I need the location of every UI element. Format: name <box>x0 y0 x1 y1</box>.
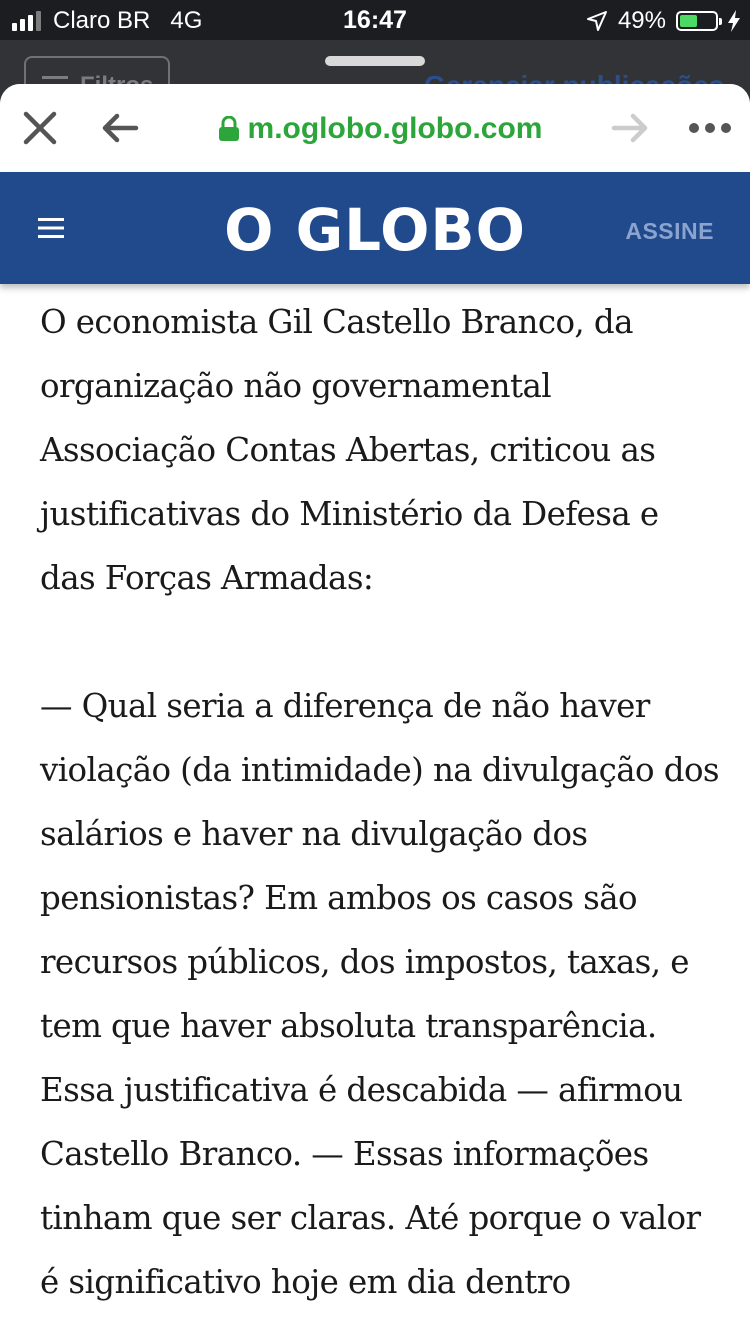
battery-level-fill <box>680 15 697 27</box>
browser-sheet <box>0 84 750 1334</box>
article-body <box>0 284 750 1314</box>
url-field[interactable] <box>200 108 560 150</box>
lock-icon <box>218 116 240 142</box>
status-bar <box>0 0 750 40</box>
battery-icon <box>676 11 718 31</box>
browser-toolbar <box>0 84 750 172</box>
site-header <box>0 172 750 284</box>
charging-bolt-icon <box>728 10 740 32</box>
article-paragraph: O economista Gil Castello Branco, da organização não governamental Associação Contas Abertas, criticou as justificativas do Ministério da Defesa e das Forças Armadas: <box>40 303 659 597</box>
subscribe-link[interactable]: ASSINE <box>625 218 714 244</box>
article-paragraph: — Qual seria a diferença de não haver violação (da intimidade) na divulgação dos salários e haver na divulgação dos pensionistas? Em ambos os casos são recursos públicos, dos impostos, taxas, e tem que haver absoluta transparência. Essa justificativa é descabida — afirmou Castello Branco. — Essas informações tinham que ser claras. Até porque o valor é significativo hoje em dia dentro <box>40 687 720 1301</box>
location-arrow-icon <box>586 10 608 32</box>
more-dots-icon[interactable] <box>688 122 732 134</box>
arrow-right-icon[interactable] <box>610 112 650 144</box>
carrier-name: Claro BR <box>53 7 151 34</box>
network-type: 4G <box>170 7 203 34</box>
status-right <box>586 7 740 35</box>
sheet-grabber-handle[interactable] <box>325 56 425 66</box>
arrow-left-icon[interactable] <box>100 112 140 144</box>
url-text: m.oglobo.globo.com <box>247 112 543 145</box>
close-icon[interactable] <box>22 110 58 146</box>
battery-percent: 49% <box>617 7 666 34</box>
status-time: 16:47 <box>343 6 407 34</box>
site-logo[interactable]: O GLOBO <box>224 196 526 264</box>
